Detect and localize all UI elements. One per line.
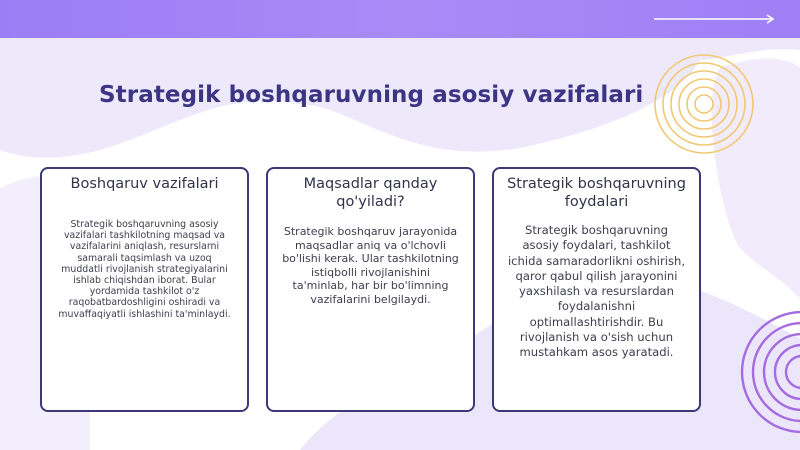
concentric-circles-icon	[652, 52, 756, 156]
card-title: Maqsadlar qanday qo'yiladi?	[303, 176, 438, 210]
card-body: Strategik boshqaruvning asosiy vazifalari tashkilotning maqsad va vazifalarini aniqlash, resurslarni samarali taqsimlash va uzoq muddatli rivojlanish strategiyalarini ishlab chiqishdan iborat. Bular yordamida tashkilot o'z raqobatbardoshligini oshiradi va muvaffaqiyatli ishlashini ta'minlaydi.	[58, 219, 231, 320]
card-title: Strategik boshqaruvning foydalari	[507, 176, 686, 210]
card-title: Boshqaruv vazifalari	[70, 176, 219, 192]
card-management-functions	[40, 167, 249, 412]
card-body: Strategik boshqaruvning asosiy foydalari, tashkilot ichida samaradorlikni oshirish, qaror qabul qilish jarayonini yaxshilash va resurslardan foydalanishni optimallashtirishdir. Bu rivojlanish va o'sish uchun mustahkam asos yaratadi.	[507, 223, 686, 360]
concentric-circles-icon	[730, 308, 800, 450]
card-benefits	[492, 167, 701, 412]
arrow-right-icon	[654, 12, 778, 26]
card-goal-setting	[266, 167, 475, 412]
slide-title: Strategik boshqaruvning asosiy vazifalari	[99, 82, 644, 108]
card-body: Strategik boshqaruv jarayonida maqsadlar aniq va o'lchovli bo'lishi kerak. Ular tashkilotning istiqbolli rivojlanishini ta'minlab, har bir bo'limning vazifalarini belgilaydi.	[282, 225, 459, 306]
